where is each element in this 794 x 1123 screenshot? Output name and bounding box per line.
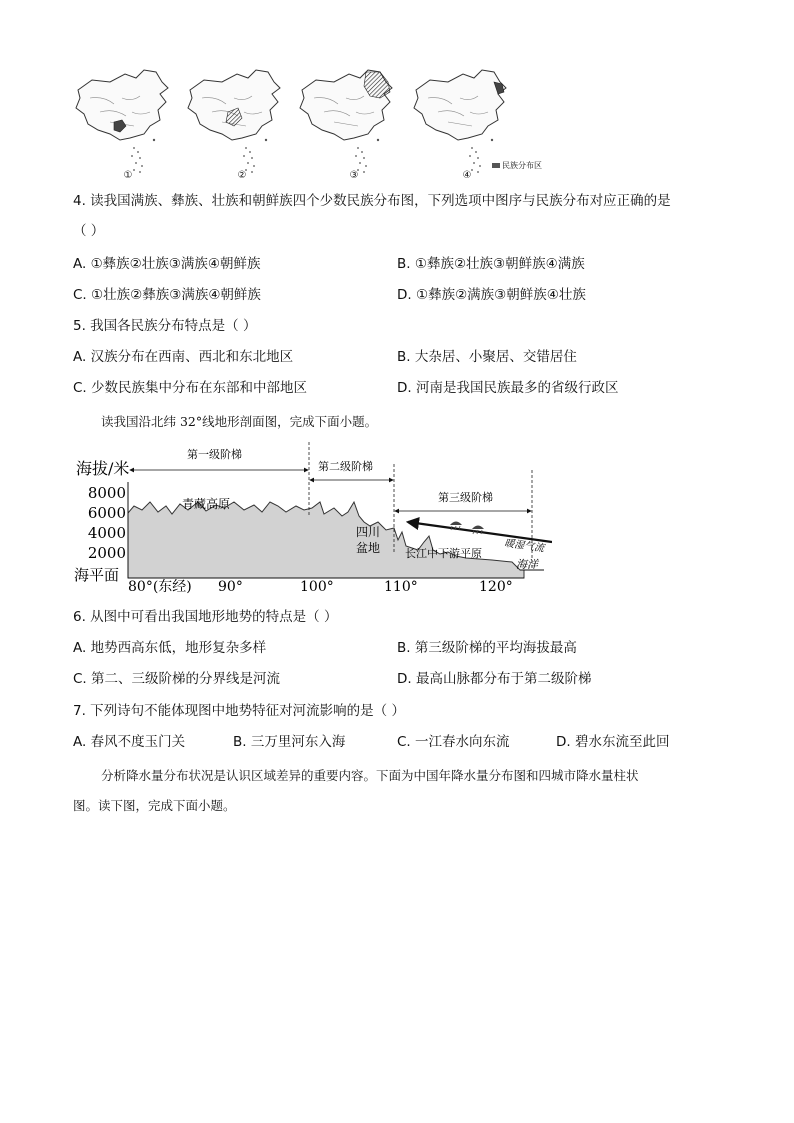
- intro-profile: 读我国沿北纬 32°线地形剖面图，完成下面小题。: [101, 414, 378, 429]
- q5-option-d[interactable]: D. 河南是我国民族最多的省级行政区: [397, 380, 619, 396]
- q4-stem: 4. 读我国满族、彝族、壮族和朝鲜族四个少数民族分布图，下列选项中图序与民族分布对应正确的是: [73, 193, 671, 209]
- map-label-4: ④: [462, 170, 472, 181]
- q6-option-c[interactable]: C. 第二、三级阶梯的分界线是河流: [73, 671, 281, 687]
- x-tick-100: 100°: [300, 579, 334, 594]
- y-tick-4000: 4000: [87, 524, 126, 542]
- map-label-2: ②: [237, 170, 247, 181]
- y-tick-8000: 8000: [87, 484, 126, 502]
- q6-option-b[interactable]: B. 第三级阶梯的平均海拔最高: [397, 640, 577, 656]
- q5-stem: 5. 我国各民族分布特点是（ ）: [73, 318, 257, 334]
- terrain-profile-area: [128, 502, 524, 578]
- y-tick-2000: 2000: [87, 544, 126, 562]
- q4-option-d[interactable]: D. ①彝族②满族③朝鲜族④壮族: [397, 287, 586, 303]
- q6-stem: 6. 从图中可看出我国地形地势的特点是（ ）: [73, 609, 338, 625]
- ocean-label: 海洋: [516, 558, 538, 571]
- q4-option-a[interactable]: A. ①彝族②壮族③满族④朝鲜族: [73, 256, 261, 272]
- x-tick-110: 110°: [384, 579, 418, 594]
- map-legend-label: 民族分布区: [502, 161, 542, 170]
- q6-option-a[interactable]: A. 地势西高东低，地形复杂多样: [73, 640, 267, 656]
- terrain-profile-figure: [72, 436, 552, 594]
- step-2-label: 第二级阶梯: [318, 460, 373, 473]
- x-tick-90: 90°: [218, 579, 243, 594]
- x-tick-80: 80°(东经): [128, 579, 192, 594]
- y-axis-label: 海拔/米: [76, 459, 130, 478]
- legend-swatch: [492, 163, 500, 168]
- airflow-label: 暖湿气流: [503, 538, 545, 555]
- q7-option-c[interactable]: C. 一江春水向东流: [397, 734, 510, 750]
- map-2: [188, 70, 280, 173]
- q7-stem: 7. 下列诗句不能体现图中地势特征对河流影响的是（ ）: [73, 703, 405, 719]
- q7-option-b[interactable]: B. 三万里河东入海: [233, 734, 346, 750]
- sea-level-label: 海平面: [74, 566, 120, 584]
- q5-option-a[interactable]: A. 汉族分布在西南、西北和东北地区: [73, 349, 294, 365]
- q6-option-d[interactable]: D. 最高山脉都分布于第二级阶梯: [397, 671, 592, 687]
- q5-option-c[interactable]: C. 少数民族集中分布在东部和中部地区: [73, 380, 308, 396]
- map-label-1: ①: [123, 170, 133, 181]
- intro-precipitation-line1: 分析降水量分布状况是认识区域差异的重要内容。下面为中国年降水量分布图和四城市降水量柱状: [101, 768, 639, 783]
- map-4: [414, 70, 506, 173]
- map-3: [300, 70, 392, 173]
- basin-label-line1: 四川: [356, 525, 381, 539]
- plain-label: 长江中下游平原: [405, 547, 482, 560]
- q7-option-a[interactable]: A. 春风不度玉门关: [73, 734, 186, 750]
- q7-option-d[interactable]: D. 碧水东流至此回: [556, 734, 670, 750]
- step-1-label: 第一级阶梯: [187, 448, 242, 461]
- map-label-3: ③: [349, 170, 359, 181]
- q4-option-c[interactable]: C. ①壮族②彝族③满族④朝鲜族: [73, 287, 261, 303]
- ethnic-maps-svg: [66, 66, 566, 186]
- basin-label-line2: 盆地: [356, 541, 381, 555]
- y-tick-6000: 6000: [87, 504, 126, 522]
- intro-precipitation-line2: 图。读下图，完成下面小题。: [73, 798, 236, 813]
- q4-bracket: （ ）: [73, 223, 105, 239]
- q4-option-b[interactable]: B. ①彝族②壮族③朝鲜族④满族: [397, 256, 585, 272]
- x-tick-120: 120°: [479, 579, 513, 594]
- map-1: [76, 70, 168, 173]
- step-3-label: 第三级阶梯: [438, 491, 493, 504]
- plateau-label: 青藏高原: [182, 497, 231, 511]
- q5-option-b[interactable]: B. 大杂居、小聚居、交错居住: [397, 349, 577, 365]
